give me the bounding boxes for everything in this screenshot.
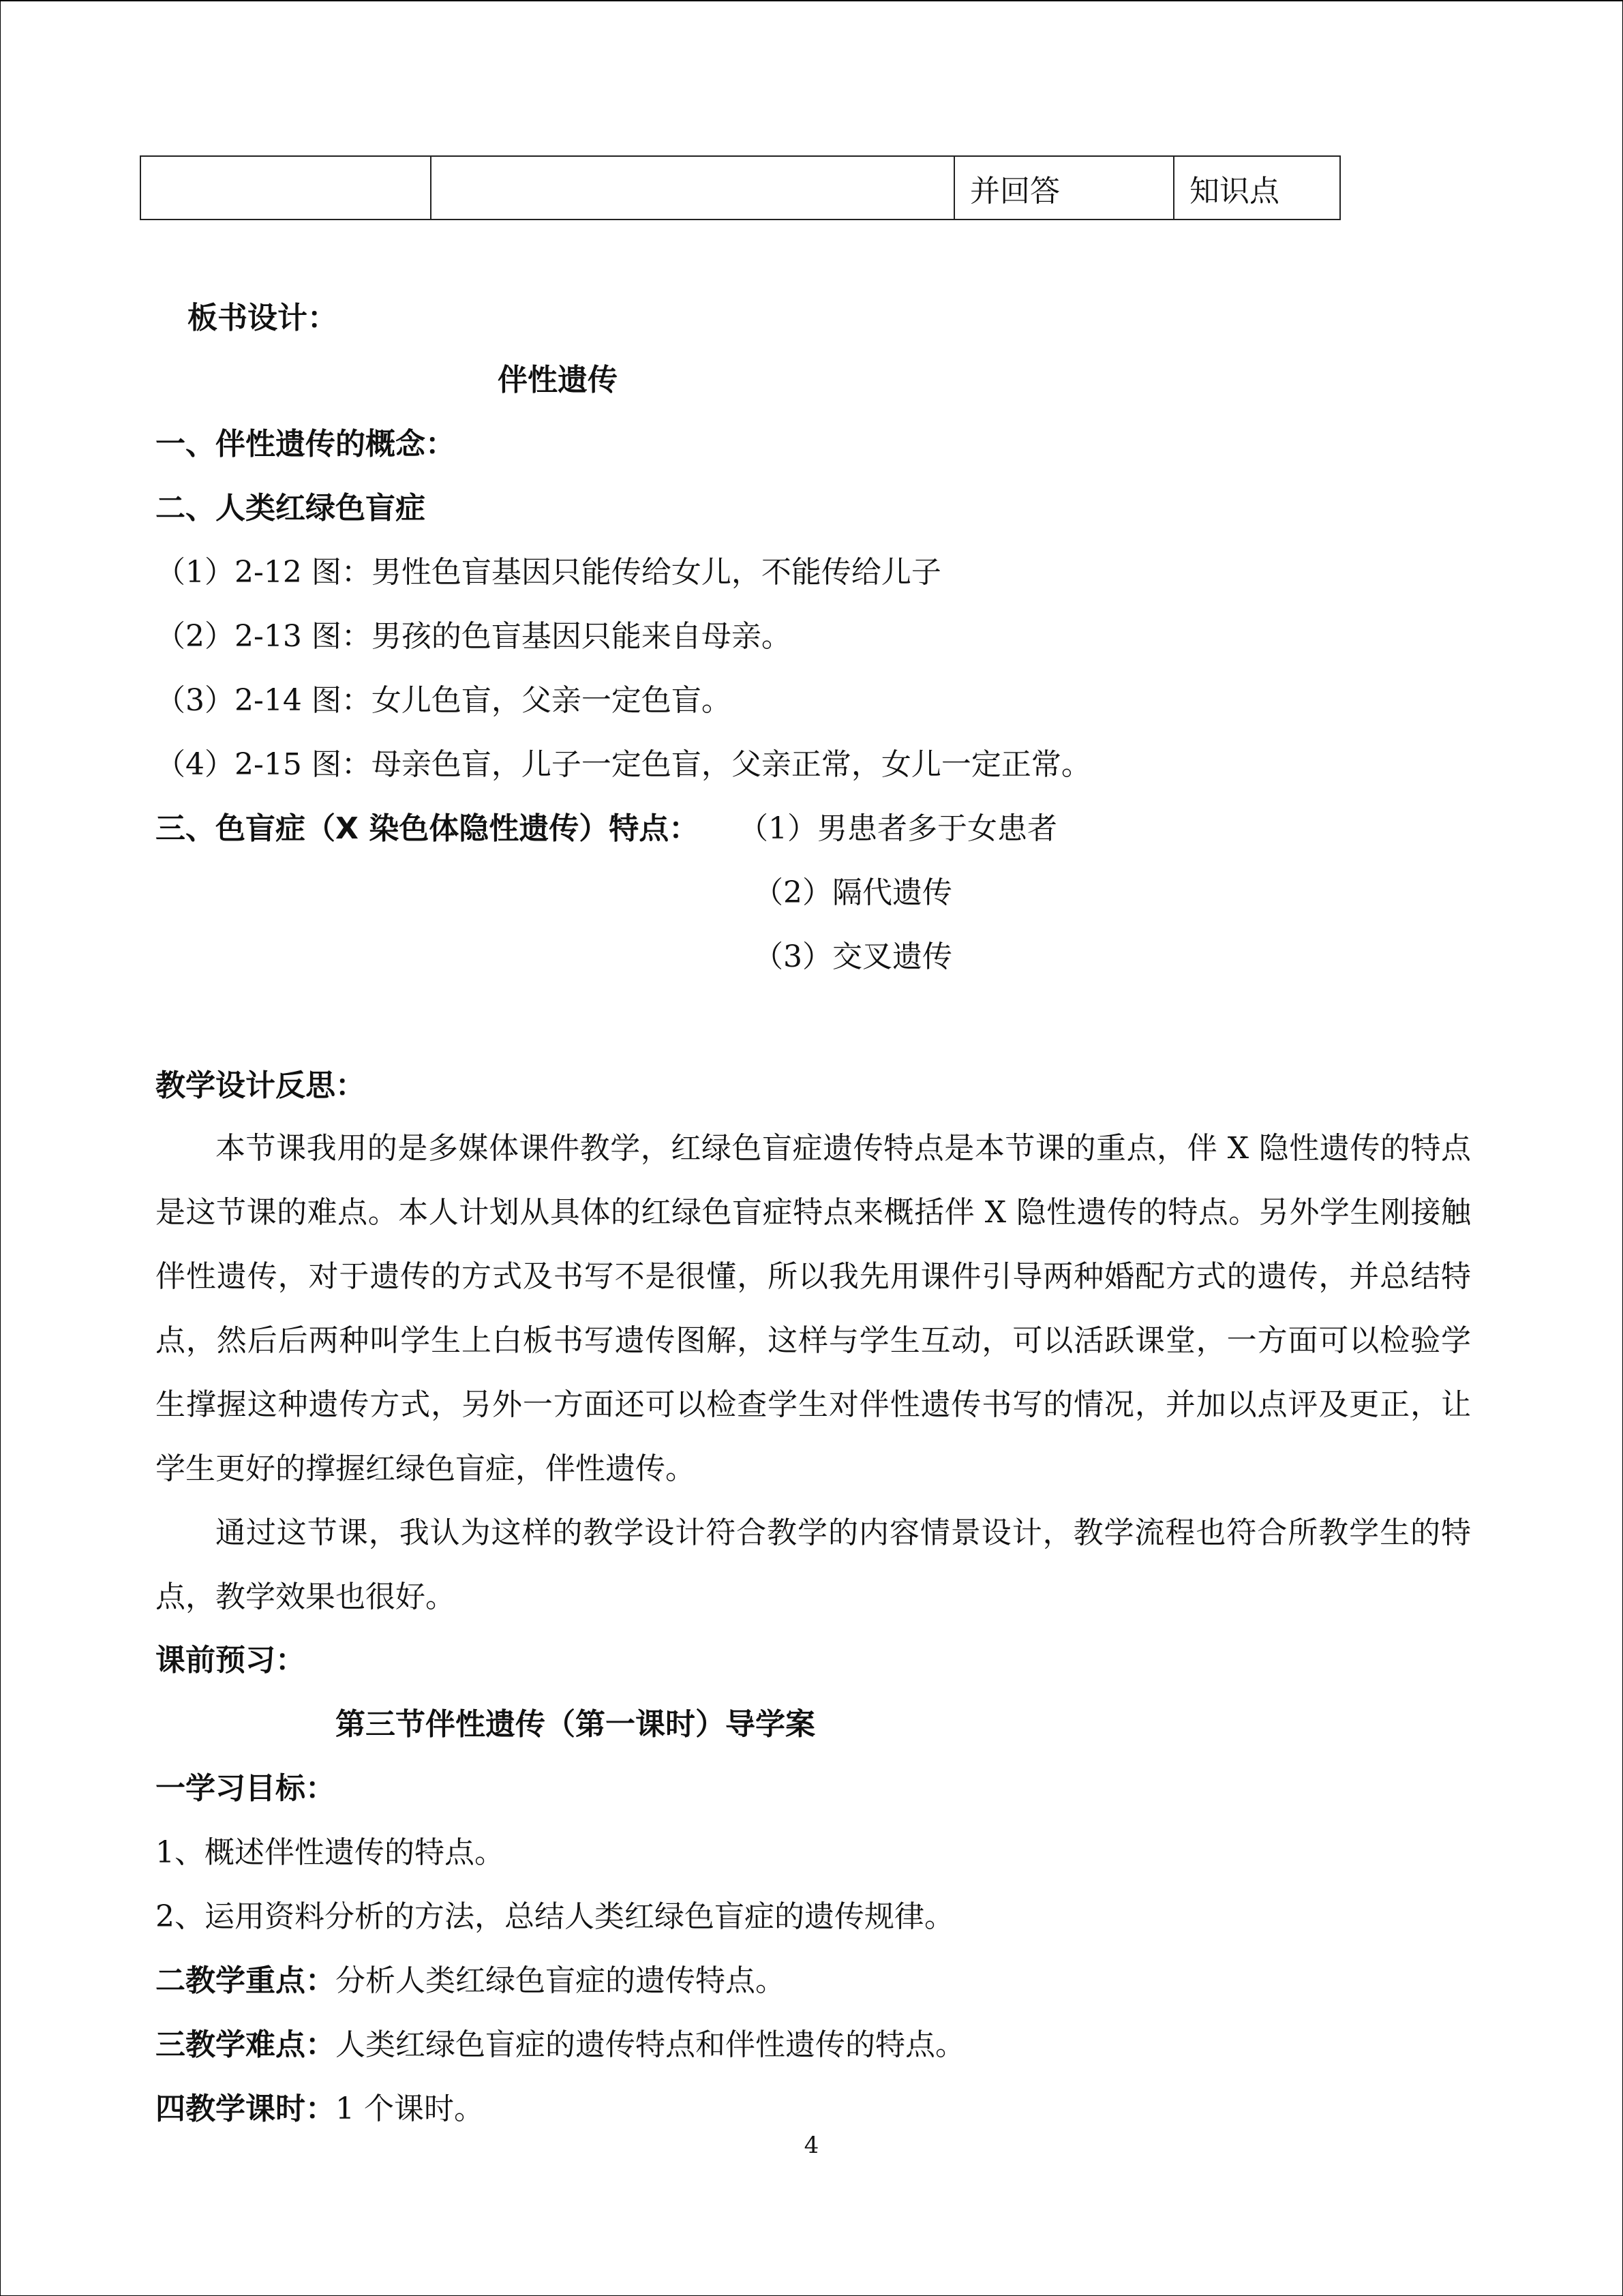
difficulty-label: 三教学难点： (155, 2027, 335, 2062)
board-item: （3）2-14 图：女儿色盲，父亲一定色盲。 (155, 683, 731, 718)
board-item: （4）2-15 图：母亲色盲，儿子一定色盲，父亲正常，女儿一定正常。 (155, 747, 1091, 782)
hours-label: 四教学课时： (155, 2091, 335, 2126)
preview-heading: 课前预习： (155, 1643, 305, 1678)
table-row (140, 156, 1340, 220)
goals-label: 一学习目标： (155, 1771, 335, 1806)
board-item: （2）2-13 图：男孩的色盲基因只能来自母亲。 (155, 619, 791, 654)
reflection-heading: 教学设计反思： (155, 1068, 365, 1103)
board-section-2: 二、人类红绿色盲症 (155, 491, 425, 526)
key-point-line (155, 1961, 785, 2002)
key-point-label: 二教学重点： (155, 1963, 335, 1998)
reflection-paragraph-2: 通过这节课，我认为这样的教学设计符合教学的内容情景设计，教学流程也符合所教学生的特点，教学效果也很好。 (155, 1515, 1471, 1614)
feature-item: （2）隔代遗传 (753, 875, 952, 910)
goal-item: 2、运用资料分析的方法，总结人类红绿色盲症的遗传规律。 (155, 1899, 954, 1934)
board-title: 伴性遗传 (498, 363, 618, 397)
table-cell: 知识点 (1174, 156, 1340, 220)
feature-item: （1）男患者多于女患者 (738, 811, 1057, 846)
board-section-1: 一、伴性遗传的概念： (155, 427, 455, 462)
key-point-text: 分析人类红绿色盲症的遗传特点。 (335, 1963, 785, 1998)
goal-item: 1、概述伴性遗传的特点。 (155, 1835, 504, 1870)
table-cell (140, 156, 431, 220)
difficulty-text: 人类红绿色盲症的遗传特点和伴性遗传的特点。 (335, 2027, 965, 2062)
reflection-paragraph-1: 本节课我用的是多媒体课件教学，红绿色盲症遗传特点是本节课的重点，伴 X 隐性遗传的特点是这节课的难点。本人计划从具体的红绿色盲症特点来概括伴 X 隐性遗传的特点。另外学生刚接触伴性遗传，对于遗传的方式及书写不是很懂，所以我先用课件引导两种婚配方式的遗传，并总结特点，然后后两种叫学生上白板书写遗传图解，这样与学生互动，可以活跃课堂，一方面可以检验学生撑握这种遗传方式，另外一方面还可以检查学生对伴性遗传书写的情况，并加以点评及更正，让学生更好的撑握红绿色盲症，伴性遗传。 (155, 1131, 1471, 1486)
page-number: 4 (804, 2132, 819, 2159)
hours-text: 1 个课时。 (335, 2091, 484, 2126)
board-heading: 板书设计： (187, 301, 337, 335)
hours-line (155, 2089, 484, 2130)
preview-title: 第三节伴性遗传（第一课时）导学案 (335, 1707, 815, 1742)
lesson-table-fragment (140, 155, 1341, 220)
board-section-3: 三、色盲症（X 染色体隐性遗传）特点： (155, 811, 699, 846)
table-cell: 并回答 (954, 156, 1174, 220)
board-item: （1）2-12 图：男性色盲基因只能传给女儿，不能传给儿子 (155, 555, 941, 590)
difficulty-line (155, 2025, 965, 2066)
feature-item: （3）交叉遗传 (753, 939, 952, 974)
table-cell (431, 156, 954, 220)
